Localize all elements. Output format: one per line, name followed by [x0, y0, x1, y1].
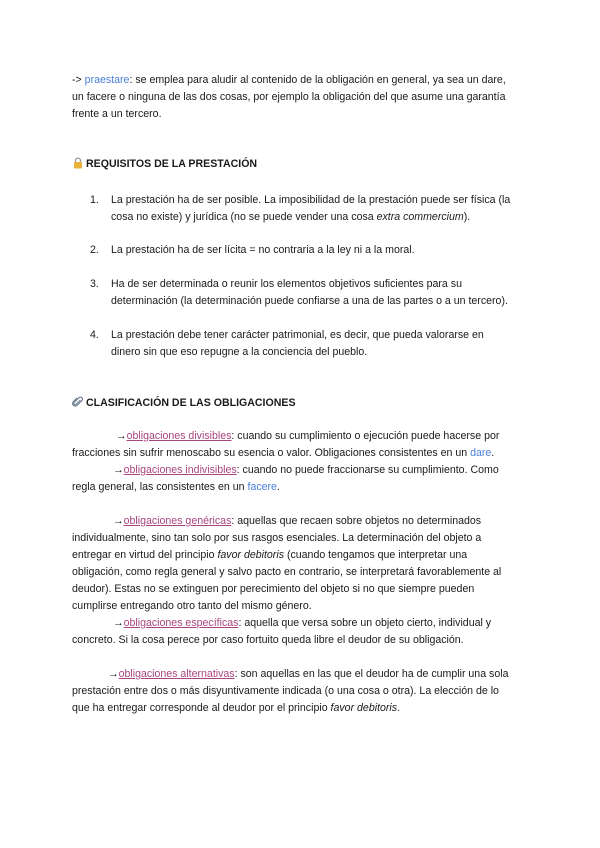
arrow-glyph: →: [116, 430, 127, 442]
indivisibles-link[interactable]: obligaciones indivisibles: [123, 464, 237, 476]
clasificacion-heading: [72, 395, 296, 412]
especificas-paragraph: [72, 615, 532, 649]
indivisibles-text: : cuando no puede fraccionarse su cumplimiento. Como: [236, 464, 499, 476]
genericas-text: obligación, como regla general y salvo pacto en contrario, se interpretará favorablemente al: [72, 566, 502, 578]
arrow-glyph: →: [108, 668, 119, 680]
divisibles-text: fracciones sin sufrir menoscabo su esencia o valor. Obligaciones consistentes en un: [72, 447, 471, 459]
especificas-text: : aquella que versa sobre un objeto cierto, individual y: [238, 617, 492, 629]
alternativas-text: prestación entre dos o más disyuntivamente indicada (o una cosa o otra). La elección de lo: [72, 685, 499, 697]
indivisibles-paragraph: [72, 462, 532, 496]
alternativas-paragraph: [72, 666, 532, 717]
list-text: ).: [463, 211, 471, 223]
period: .: [276, 481, 280, 493]
intro-arrow: ->: [72, 74, 82, 86]
requisitos-heading: [72, 156, 257, 173]
genericas-text: entregar en virtud del principio: [72, 549, 218, 561]
clasificacion-title: CLASIFICACIÓN DE LAS OBLIGACIONES: [86, 397, 296, 409]
alternativas-text: que ha entregar corresponde al deudor por el principio: [72, 702, 331, 714]
arrow-glyph: →: [113, 515, 124, 527]
intro-text-1: : se emplea para aludir al contenido de la obligación en general, ya sea un dare,: [129, 74, 506, 86]
divisibles-paragraph: [72, 428, 532, 462]
divisibles-text: : cuando su cumplimiento o ejecución puede hacerse por: [231, 430, 500, 442]
arrow-glyph: →: [113, 464, 124, 476]
especificas-text: concreto. Si la cosa perece por caso fortuito queda libre el deudor de su obligación.: [72, 634, 464, 646]
divisibles-link[interactable]: obligaciones divisibles: [126, 430, 232, 442]
arrow-glyph: →: [113, 617, 124, 629]
genericas-text: individualmente, sino tan solo por sus rasgos esenciales. La determinación del objeto a: [72, 532, 482, 544]
list-number: 2.: [90, 244, 99, 256]
favor-debitoris-italic: favor debitoris: [330, 702, 398, 714]
lock-icon: [72, 157, 84, 169]
list-text: determinación (la determinación puede confiarse a una de las partes o a un tercero).: [111, 295, 508, 307]
intro-text-2: un facere o ninguna de las dos cosas, por ejemplo la obligación del que asume una garantía: [72, 91, 506, 103]
list-text: cosa no existe) y jurídica (no se puede vender una cosa: [111, 211, 377, 223]
alternativas-text: : son aquellas en las que el deudor ha de cumplir una sola: [234, 668, 509, 680]
list-text: La prestación ha de ser posible. La imposibilidad de la prestación puede ser física (la: [111, 194, 511, 206]
alternativas-link[interactable]: obligaciones alternativas: [118, 668, 235, 680]
list-number: 4.: [90, 329, 99, 341]
intro-paragraph: [72, 72, 542, 123]
period: .: [491, 447, 495, 459]
favor-debitoris-italic: favor debitoris: [217, 549, 284, 561]
list-text: La prestación ha de ser lícita = no contraria a la ley ni a la moral.: [111, 244, 415, 256]
facere-term: facere: [247, 481, 277, 493]
list-text: La prestación debe tener carácter patrimonial, es decir, que pueda valorarse en: [111, 329, 484, 341]
genericas-paragraph: [72, 513, 532, 615]
paperclip-icon: [72, 396, 84, 408]
genericas-text: cumplirse entregando otro tanto del mismo género.: [72, 600, 312, 612]
genericas-text: : aquellas que recaen sobre objetos no determinados: [231, 515, 482, 527]
praestare-term: praestare: [84, 74, 130, 86]
indivisibles-text: regla general, las consistentes en un: [72, 481, 248, 493]
alternativas-text: .: [397, 702, 401, 714]
list-italic-text: extra commercium: [376, 211, 464, 223]
requisitos-title: REQUISITOS DE LA PRESTACIÓN: [86, 158, 258, 170]
list-number: 3.: [90, 278, 99, 290]
list-text: dinero sin que eso repugne a la conciencia del pueblo.: [111, 346, 368, 358]
genericas-text: (cuando tengamos que interpretar una: [284, 549, 468, 561]
especificas-link[interactable]: obligaciones específicas: [123, 617, 239, 629]
list-number: 1.: [90, 194, 99, 206]
dare-term: dare: [470, 447, 492, 459]
genericas-text: deudor). Estas no se extinguen por perecimiento del objeto si no que siempre pueden: [72, 583, 475, 595]
genericas-link[interactable]: obligaciones genéricas: [123, 515, 232, 527]
intro-text-3: frente a un tercero.: [72, 108, 162, 120]
list-text: Ha de ser determinada o reunir los elementos objetivos suficientes para su: [111, 278, 462, 290]
